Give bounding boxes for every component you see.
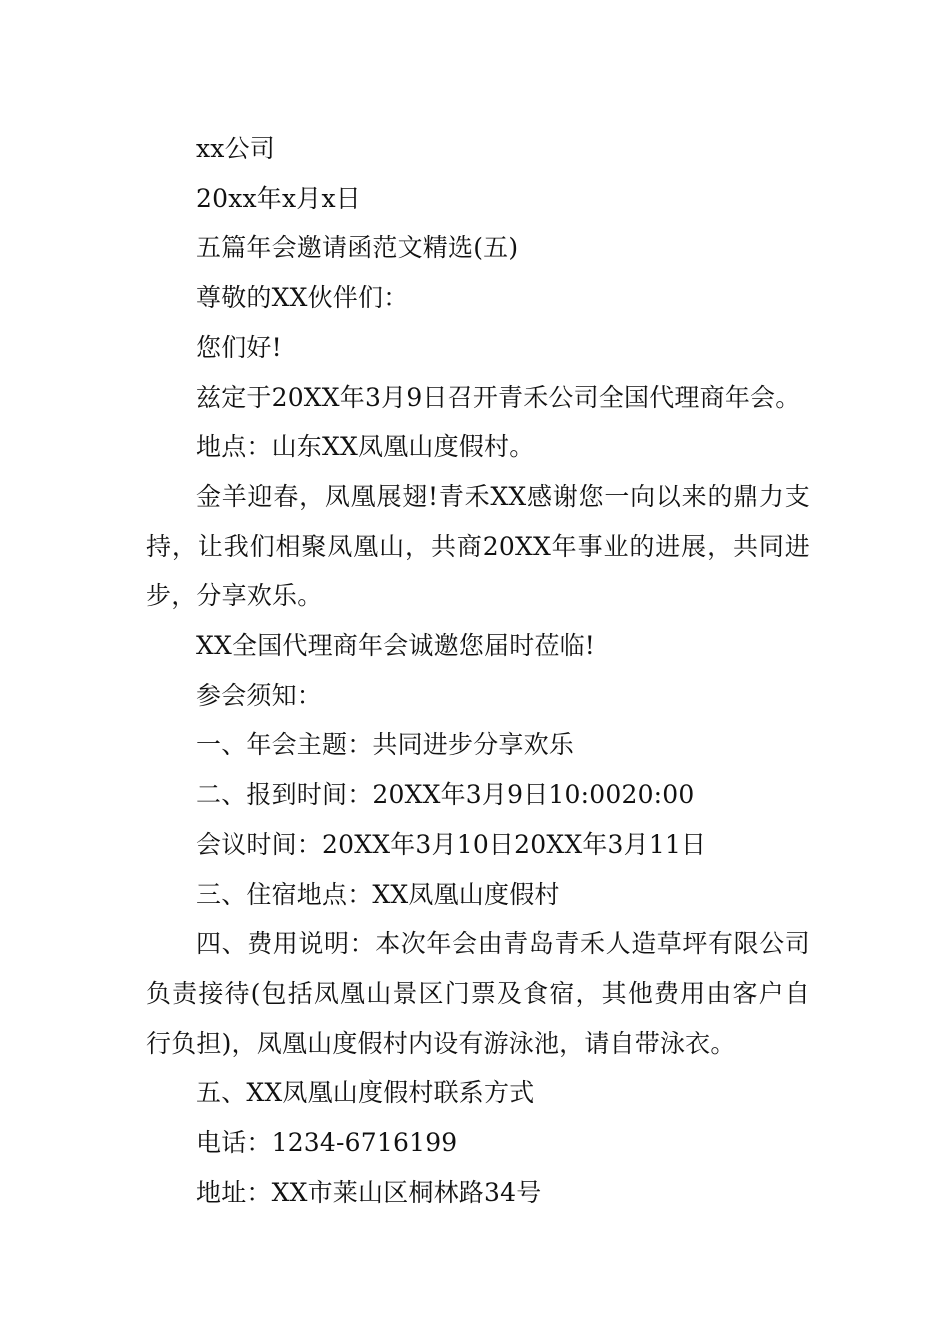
- announcement: 兹定于20XX年3月9日召开青禾公司全国代理商年会。: [196, 382, 801, 412]
- item-theme: 一、年会主题：共同进步分享欢乐: [196, 730, 575, 760]
- body-paragraph: 金羊迎春，凤凰展翅!青禾XX感谢您一向以来的鼎力支持，让我们相聚凤凰山，共商20XX年事业的进展，共同进步，分享欢乐。: [146, 481, 810, 611]
- notice-heading: 参会须知：: [196, 680, 323, 710]
- salutation: 尊敬的XX伙伴们：: [196, 283, 409, 313]
- address-line: 地址：XX市莱山区桐林路34号: [196, 1177, 542, 1207]
- item-lodging: 三、住宿地点：XX凤凰山度假村: [196, 879, 560, 909]
- company-line: xx公司: [196, 134, 275, 163]
- item-fees: 四、费用说明：本次年会由青岛青禾人造草坪有限公司负责接待(包括凤凰山景区门票及食宿，其他费用由客户自行负担)，凤凰山度假村内设有游泳池，请自带泳衣。: [146, 929, 810, 1058]
- date-line: 20xx年x月x日: [196, 183, 362, 213]
- item-checkin: 二、报到时间：20XX年3月9日10:0020:00: [196, 780, 695, 810]
- item-contact-heading: 五、XX凤凰山度假村联系方式: [196, 1078, 535, 1108]
- invitation: XX全国代理商年会诚邀您届时莅临!: [196, 631, 596, 661]
- greeting: 您们好!: [196, 332, 282, 362]
- item-meeting-time: 会议时间：20XX年3月10日20XX年3月11日: [196, 829, 707, 859]
- document-body: [146, 124, 810, 1217]
- phone-line: 电话：1234-6716199: [196, 1128, 458, 1158]
- venue: 地点：山东XX凤凰山度假村。: [196, 432, 535, 462]
- section-title: 五篇年会邀请函范文精选(五): [196, 233, 519, 263]
